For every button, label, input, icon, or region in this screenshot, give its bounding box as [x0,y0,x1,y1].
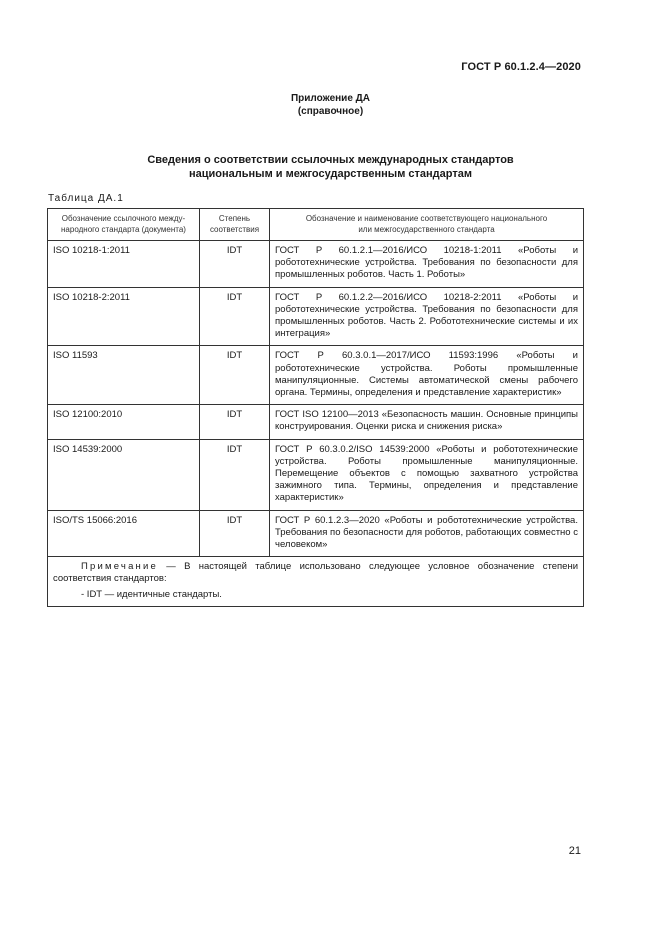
cell-national: ГОСТ Р 60.1.2.3—2020 «Роботы и робототехнические устройства. Требования по безопасности для роботов, работающих совместно с человеком» [270,510,584,557]
section-heading [0,153,661,181]
header-national-standard: Обозначение и наименование соответствующего национального или межгосударственного стандарта [270,209,584,241]
appendix-subtitle: (справочное) [297,106,364,117]
cell-national: ГОСТ Р 60.1.2.1—2016/ИСО 10218-1:2011 «Роботы и робототехнические устройства. Требования по безопасности для промышленных роботов. Часть 1. Роботы» [270,241,584,288]
page-number: 21 [568,845,581,857]
cell-degree: IDT [200,510,270,557]
cell-standard: ISO 11593 [48,346,200,405]
table-header-row [48,209,584,241]
document-code: ГОСТ Р 60.1.2.4—2020 [461,61,581,73]
note-label: Примечание [81,561,158,573]
table-row [48,346,584,405]
cell-standard: ISO 14539:2000 [48,439,200,510]
cell-national: ГОСТ Р 60.3.0.1—2017/ИСО 11593:1996 «Роботы и робототехнические устройства. Роботы промышленные манипуляционные. Системы автоматической смены рабочего органа. Термины, определения и представление характеристик» [270,346,584,405]
cell-national: ГОСТ ISO 12100—2013 «Безопасность машин. Основные принципы конструирования. Оценки риска и снижения риска» [270,405,584,439]
table-row [48,439,584,510]
header-international-standard: Обозначение ссылочного между- народного стандарта (документа) [48,209,200,241]
cell-degree: IDT [200,287,270,346]
cell-national: ГОСТ Р 60.3.0.2/ISO 14539:2000 «Роботы и робототехнические устройства. Роботы промышленные манипуляционные. Перемещение объектов с помощью захватного устройства зажимного типа. Термины, определения и представление характеристик» [270,439,584,510]
correspondence-table [47,208,584,607]
note-text: — В настоящей таблице использовано следующее условное обозначение степени соответствия стандартов: [53,561,578,585]
appendix-block [0,92,661,118]
table-row [48,241,584,288]
cell-degree: IDT [200,439,270,510]
cell-degree: IDT [200,346,270,405]
section-heading-line-2: национальным и межгосударственным стандартам [189,168,472,180]
cell-standard: ISO 12100:2010 [48,405,200,439]
note-paragraph [53,561,578,585]
table-note [48,557,584,607]
note-list-item: - IDT — идентичные стандарты. [81,588,222,600]
table-row [48,405,584,439]
table-row [48,287,584,346]
cell-standard: ISO 10218-1:2011 [48,241,200,288]
cell-degree: IDT [200,241,270,288]
cell-national: ГОСТ Р 60.1.2.2—2016/ИСО 10218-2:2011 «Роботы и робототехнические устройства. Требования по безопасности для промышленных роботов. Часть 2. Робототехнические системы и их интеграция» [270,287,584,346]
appendix-title: Приложение ДА [290,93,371,104]
section-heading-line-1: Сведения о соответствии ссылочных международных стандартов [147,154,514,166]
cell-degree: IDT [200,405,270,439]
header-degree: Степень соответствия [200,209,270,241]
table-label: Таблица ДА.1 [48,193,124,204]
cell-standard: ISO 10218-2:2011 [48,287,200,346]
table-note-row [48,557,584,607]
table-row [48,510,584,557]
cell-standard: ISO/TS 15066:2016 [48,510,200,557]
